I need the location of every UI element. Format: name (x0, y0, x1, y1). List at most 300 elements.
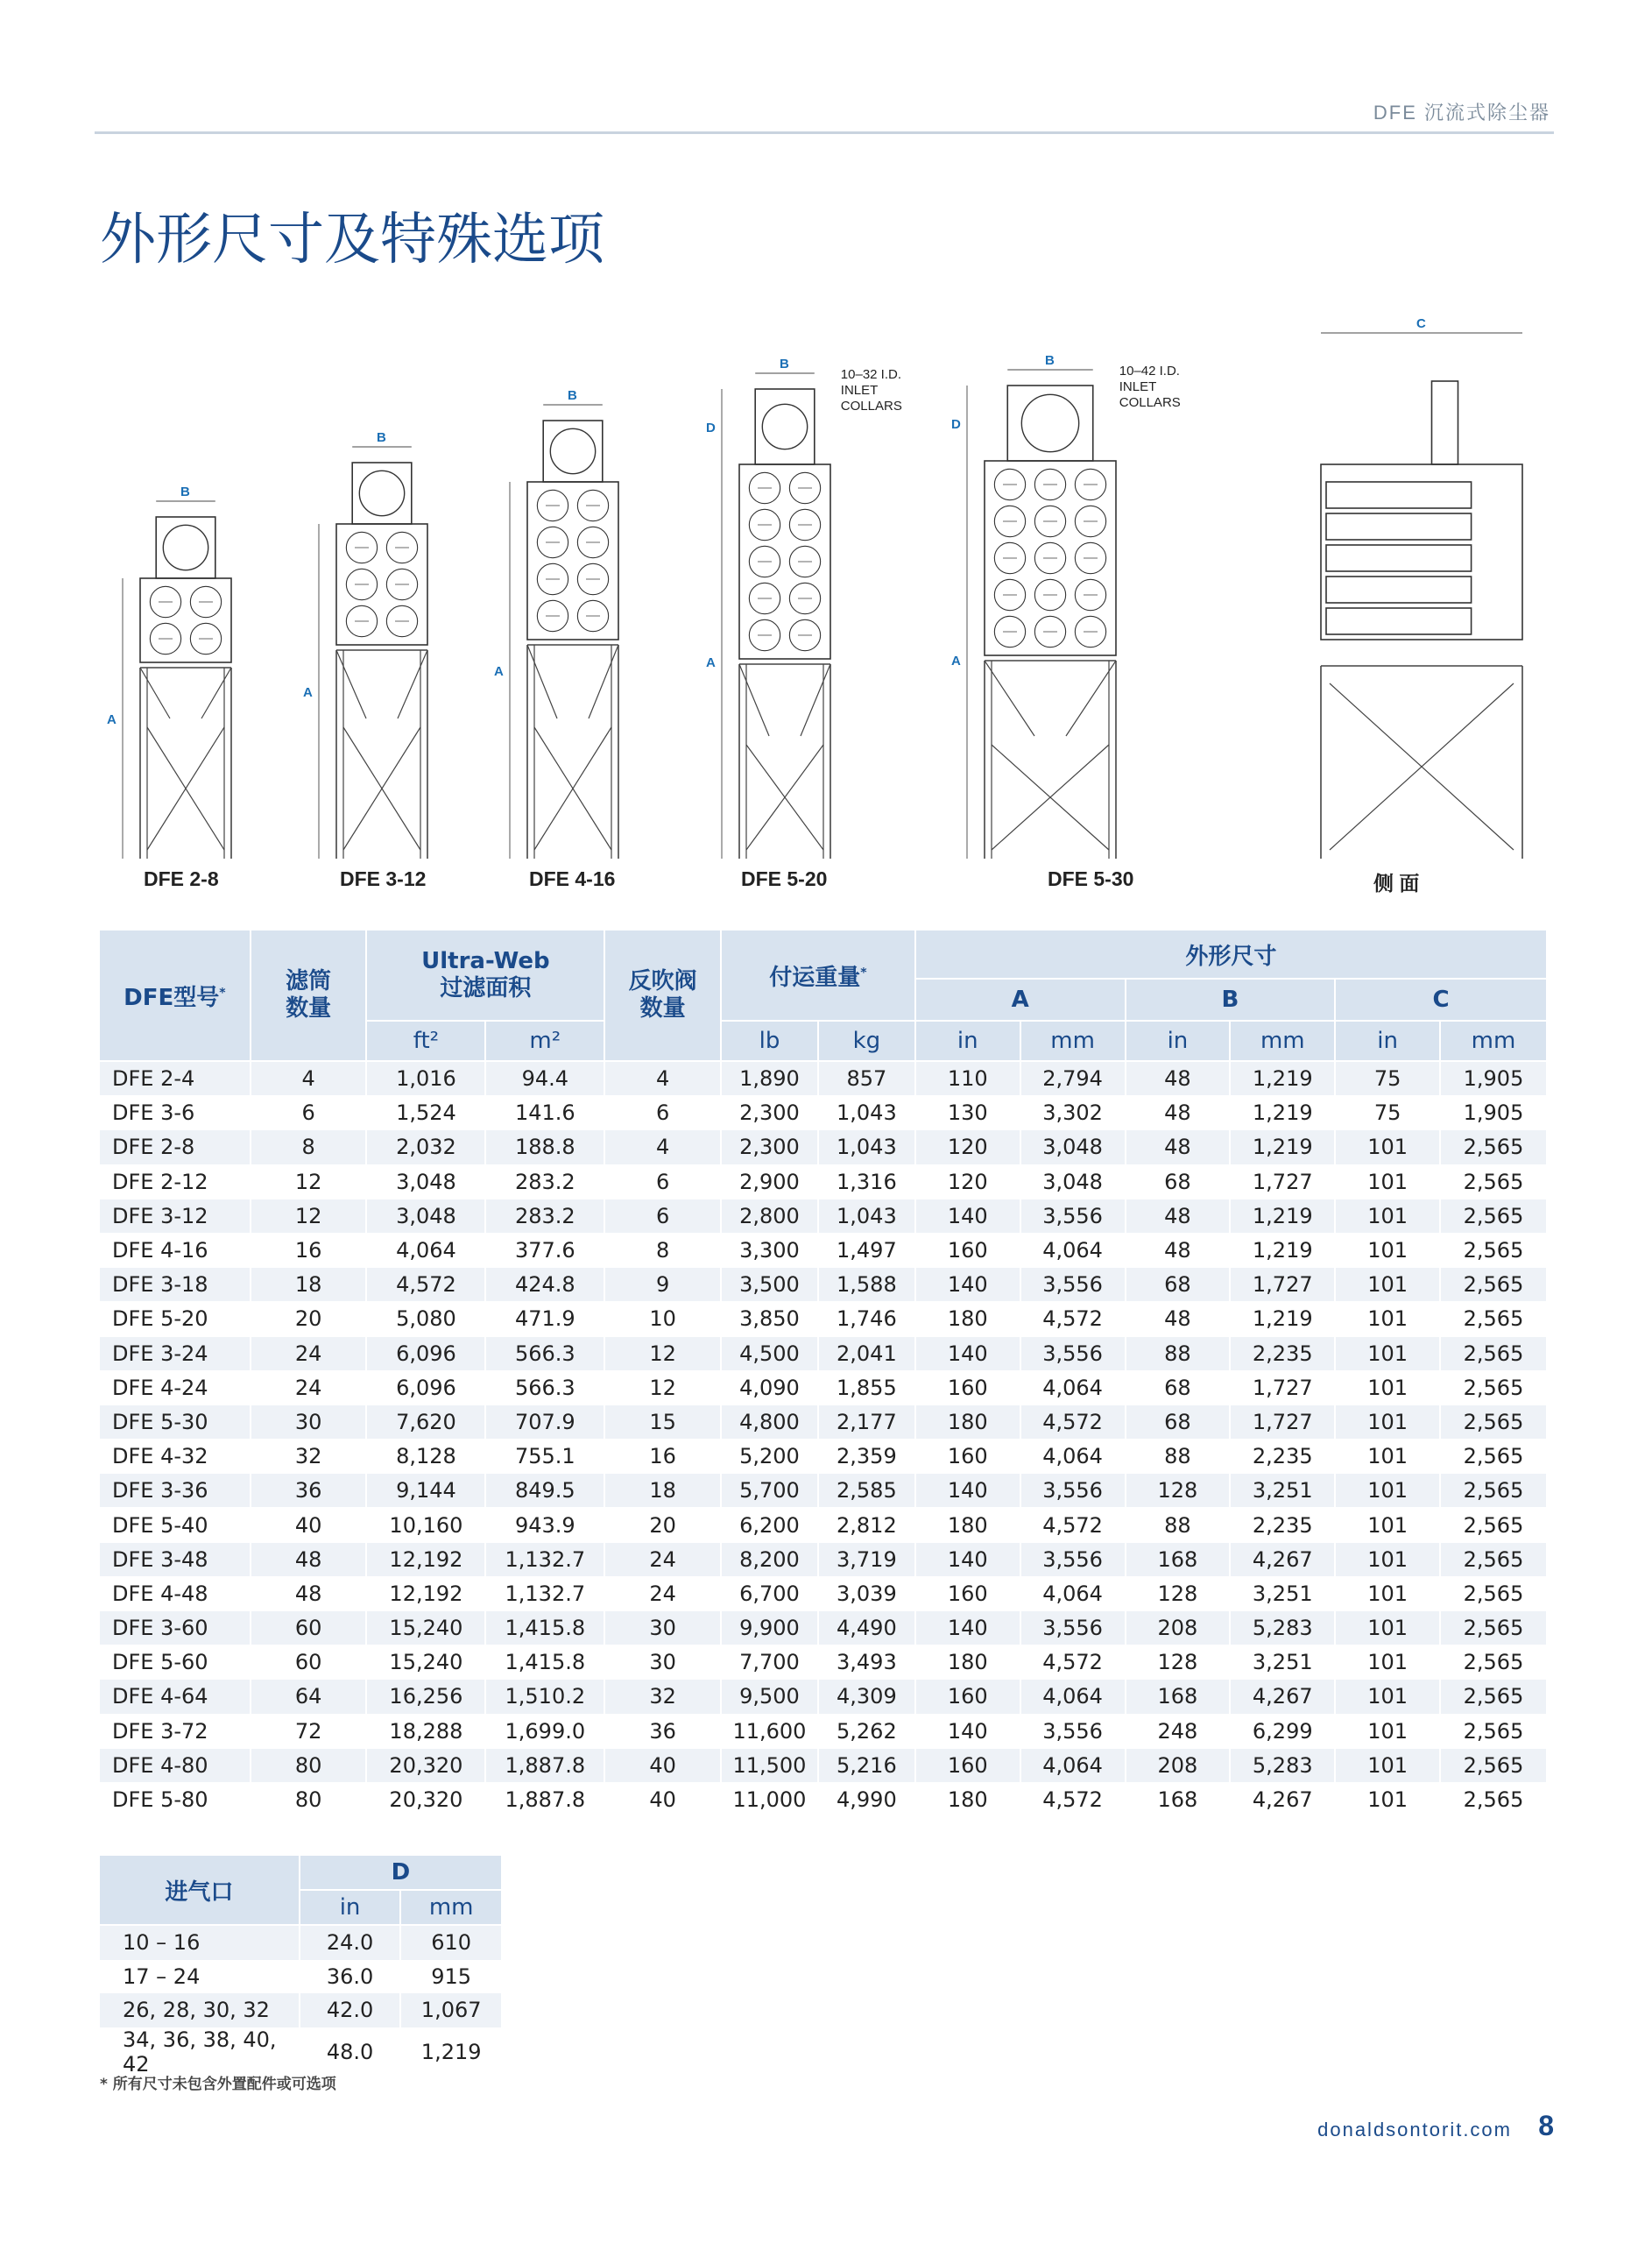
table-cell: DFE 2-4 (99, 1061, 251, 1096)
table-cell: DFE 3-72 (99, 1714, 251, 1748)
drawing-line (589, 645, 618, 718)
drawing-outline (140, 578, 231, 662)
table-row (99, 1508, 1547, 1542)
table-cell: 24 (604, 1542, 721, 1576)
table-cell: 9 (604, 1268, 721, 1302)
dimension-letter: COLLARS (1119, 395, 1181, 410)
table-cell: 180 (915, 1508, 1020, 1542)
table-cell: 1,746 (818, 1302, 915, 1336)
table-cell: 20 (251, 1302, 367, 1336)
table-cell: DFE 3-6 (99, 1096, 251, 1130)
drawing-outline (336, 524, 427, 645)
table-cell: 17 – 24 (99, 1960, 300, 1994)
table-cell: 30 (604, 1645, 721, 1680)
table-cell: 40 (604, 1748, 721, 1782)
table-cell: 2,565 (1440, 1576, 1547, 1610)
drawing-outline (352, 463, 412, 524)
table-cell: DFE 3-60 (99, 1611, 251, 1645)
table-cell: 94.4 (485, 1061, 604, 1096)
table-cell: 1,219 (1230, 1233, 1335, 1267)
table-cell: 5,262 (818, 1714, 915, 1748)
drawing-line (398, 650, 427, 718)
table-cell: 101 (1335, 1164, 1440, 1199)
table-cell: 4 (604, 1061, 721, 1096)
table-cell: 283.2 (485, 1164, 604, 1199)
header-dim-c: C (1335, 979, 1547, 1021)
table-cell: 26, 28, 30, 32 (99, 1993, 300, 2027)
table-cell: DFE 5-80 (99, 1782, 251, 1816)
table-cell: 1,132.7 (485, 1576, 604, 1610)
table-cell: 566.3 (485, 1336, 604, 1370)
table-cell: 48 (1126, 1302, 1231, 1336)
page-number: 8 (1538, 2110, 1554, 2141)
drawing-outline (543, 421, 603, 482)
table-cell: 1,067 (400, 1993, 502, 2027)
table-cell: 1,219 (1230, 1061, 1335, 1096)
table-row (99, 2027, 502, 2077)
table-row (99, 1233, 1547, 1267)
table-cell: 3,556 (1020, 1474, 1126, 1508)
drawing-outline (1326, 482, 1472, 508)
table-cell: 1,497 (818, 1233, 915, 1267)
table-cell: DFE 4-16 (99, 1233, 251, 1267)
table-cell: 6,299 (1230, 1714, 1335, 1748)
table-cell: 68 (1126, 1268, 1231, 1302)
table-cell: 48 (251, 1576, 367, 1610)
table-cell: 2,565 (1440, 1782, 1547, 1816)
table-cell: 11,500 (721, 1748, 818, 1782)
table-cell: 8,128 (366, 1440, 485, 1474)
table-cell: 48 (1126, 1233, 1231, 1267)
table-cell: 88 (1126, 1336, 1231, 1370)
table-cell: 11,000 (721, 1782, 818, 1816)
table-cell: 12 (604, 1370, 721, 1405)
table-cell: 5,283 (1230, 1611, 1335, 1645)
table-cell: 16,256 (366, 1680, 485, 1714)
table-cell: 3,039 (818, 1576, 915, 1610)
table-cell: 88 (1126, 1440, 1231, 1474)
table-cell: 140 (915, 1714, 1020, 1748)
table-row (99, 1268, 1547, 1302)
table-cell: 18 (604, 1474, 721, 1508)
table-cell: 24 (251, 1336, 367, 1370)
table-cell: 1,890 (721, 1061, 818, 1096)
table-cell: DFE 5-20 (99, 1302, 251, 1336)
table-cell: 2,565 (1440, 1268, 1547, 1302)
table-cell: 141.6 (485, 1096, 604, 1130)
table-cell: 2,235 (1230, 1440, 1335, 1474)
table-row (99, 1993, 502, 2027)
drawing-outline (755, 389, 815, 464)
table-cell: 4,572 (1020, 1405, 1126, 1439)
drawing-label-dfe-5-30: DFE 5-30 (1048, 867, 1134, 890)
table-cell: 4,064 (1020, 1370, 1126, 1405)
table-cell: 2,565 (1440, 1440, 1547, 1474)
header-weight: 付运重量* (721, 930, 915, 1021)
table-cell: 128 (1126, 1645, 1231, 1680)
footer-url[interactable]: donaldsontorit.com (1317, 2119, 1512, 2140)
table-cell: 1,727 (1230, 1370, 1335, 1405)
table-row (99, 1336, 1547, 1370)
table-cell: 101 (1335, 1370, 1440, 1405)
header-kg: kg (818, 1021, 915, 1061)
table-cell: 64 (251, 1680, 367, 1714)
table-cell: 180 (915, 1302, 1020, 1336)
table-cell: DFE 4-24 (99, 1370, 251, 1405)
dimension-letter: A (303, 685, 313, 700)
table-cell: 915 (400, 1960, 502, 1994)
table-cell: 30 (604, 1611, 721, 1645)
table-cell: 6 (604, 1164, 721, 1199)
drawing-outline (1326, 608, 1472, 634)
table-cell: 1,905 (1440, 1096, 1547, 1130)
table-cell: 8,200 (721, 1542, 818, 1576)
table-cell: 160 (915, 1680, 1020, 1714)
dimension-letter: A (107, 712, 116, 727)
table-cell: 1,588 (818, 1268, 915, 1302)
table-cell: 6 (604, 1199, 721, 1233)
table-cell: 101 (1335, 1576, 1440, 1610)
table-cell: 1,043 (818, 1199, 915, 1233)
table-cell: 101 (1335, 1748, 1440, 1782)
drawing-outline (1321, 464, 1522, 640)
table-cell: 101 (1335, 1336, 1440, 1370)
table-cell: 101 (1335, 1474, 1440, 1508)
table-cell: 4,267 (1230, 1680, 1335, 1714)
table-row (99, 1782, 1547, 1816)
table-cell: 101 (1335, 1542, 1440, 1576)
table-cell: 180 (915, 1405, 1020, 1439)
table-cell: 75 (1335, 1061, 1440, 1096)
table-cell: DFE 3-36 (99, 1474, 251, 1508)
table-cell: 1,415.8 (485, 1611, 604, 1645)
table-cell: 140 (915, 1336, 1020, 1370)
table-cell: 1,043 (818, 1130, 915, 1164)
table-cell: 1,699.0 (485, 1714, 604, 1748)
table-cell: 3,251 (1230, 1576, 1335, 1610)
table-row (99, 1611, 1547, 1645)
table-cell: 24 (604, 1576, 721, 1610)
table-row (99, 1164, 1547, 1199)
table-cell: 3,251 (1230, 1645, 1335, 1680)
table-row (99, 1302, 1547, 1336)
table-cell: 2,565 (1440, 1370, 1547, 1405)
table-cell: 18,288 (366, 1714, 485, 1748)
table-cell: 7,700 (721, 1645, 818, 1680)
table-cell: 5,283 (1230, 1748, 1335, 1782)
table-cell: 110 (915, 1061, 1020, 1096)
table-cell: 9,900 (721, 1611, 818, 1645)
table-cell: 2,585 (818, 1474, 915, 1508)
table-cell: 566.3 (485, 1370, 604, 1405)
table-cell: 610 (400, 1925, 502, 1960)
table-cell: DFE 4-48 (99, 1576, 251, 1610)
table-cell: 101 (1335, 1611, 1440, 1645)
dimension-letter: A (951, 654, 961, 669)
table-cell: 4,267 (1230, 1782, 1335, 1816)
table-cell: 2,800 (721, 1199, 818, 1233)
table-cell: 4,309 (818, 1680, 915, 1714)
table-cell: 5,080 (366, 1302, 485, 1336)
drawing-label-dfe-3-12: DFE 3-12 (340, 867, 427, 890)
table-cell: 8 (604, 1233, 721, 1267)
table-cell: 168 (1126, 1782, 1231, 1816)
table-cell: 1,727 (1230, 1164, 1335, 1199)
page-title: 外形尺寸及特殊选项 (100, 208, 604, 272)
table-cell: 12 (251, 1199, 367, 1233)
table-cell: 32 (251, 1440, 367, 1474)
table-cell: 4,990 (818, 1782, 915, 1816)
table-cell: 3,556 (1020, 1336, 1126, 1370)
table-cell: 283.2 (485, 1199, 604, 1233)
table-cell: 2,177 (818, 1405, 915, 1439)
table-cell: 68 (1126, 1405, 1231, 1439)
header-pulse-valves: 反吹阀 数量 (604, 930, 721, 1061)
drawing-line (201, 668, 231, 718)
drawing-line (801, 664, 830, 736)
footnote: * 所有尺寸未包含外置配件或可选项 (100, 2076, 336, 2093)
table-cell: 4,572 (1020, 1782, 1126, 1816)
table-cell: 88 (1126, 1508, 1231, 1542)
table-cell: 101 (1335, 1268, 1440, 1302)
table-cell: 943.9 (485, 1508, 604, 1542)
table-cell: DFE 5-40 (99, 1508, 251, 1542)
table-cell: 12,192 (366, 1542, 485, 1576)
table-cell: 32 (604, 1680, 721, 1714)
table-cell: 16 (604, 1440, 721, 1474)
table-cell: 48 (1126, 1130, 1231, 1164)
table-row (99, 1474, 1547, 1508)
table-cell: 857 (818, 1061, 915, 1096)
table-cell: 12 (604, 1336, 721, 1370)
header-divider (95, 131, 1554, 134)
table-cell: 2,565 (1440, 1680, 1547, 1714)
table-cell: 849.5 (485, 1474, 604, 1508)
table-cell: 40 (604, 1782, 721, 1816)
table-cell: 3,719 (818, 1542, 915, 1576)
table-cell: 101 (1335, 1508, 1440, 1542)
table-cell: 10 – 16 (99, 1925, 300, 1960)
header-cartridges: 滤筒 数量 (251, 930, 367, 1061)
dimension-letter: 10–32 I.D. (840, 367, 902, 382)
table-cell: 1,219 (400, 2027, 502, 2077)
drawing-line (140, 668, 170, 718)
table-cell: 48 (1126, 1096, 1231, 1130)
drawing-outline (739, 464, 830, 659)
dimension-letter: B (377, 430, 386, 445)
table-cell: 48 (1126, 1199, 1231, 1233)
table-cell: 4,064 (366, 1233, 485, 1267)
header-dimensions: 外形尺寸 (915, 930, 1547, 979)
table-cell: 2,812 (818, 1508, 915, 1542)
dimension-letter: A (706, 655, 716, 670)
table-cell: 80 (251, 1782, 367, 1816)
table-cell: 3,048 (1020, 1130, 1126, 1164)
table-cell: 140 (915, 1542, 1020, 1576)
running-header: DFE 沉流式除尘器 (1373, 102, 1550, 124)
drawing-label-side-view: 侧 面 (1373, 872, 1420, 895)
table-cell: 80 (251, 1748, 367, 1782)
table-cell: 3,556 (1020, 1199, 1126, 1233)
table-cell: 6,200 (721, 1508, 818, 1542)
table-cell: 140 (915, 1199, 1020, 1233)
table-cell: 75 (1335, 1096, 1440, 1130)
table-cell: 48 (1126, 1061, 1231, 1096)
table-cell: 140 (915, 1474, 1020, 1508)
drawing-outline (1326, 545, 1472, 571)
table-cell: 36 (251, 1474, 367, 1508)
table-cell: 18 (251, 1268, 367, 1302)
table-cell: 3,493 (818, 1645, 915, 1680)
table-cell: 1,415.8 (485, 1645, 604, 1680)
header-a-mm: mm (1020, 1021, 1126, 1061)
dimension-letter: D (706, 421, 716, 435)
table-row (99, 1440, 1547, 1474)
table-cell: 1,016 (366, 1061, 485, 1096)
table-row (99, 1576, 1547, 1610)
table-cell: 2,235 (1230, 1336, 1335, 1370)
table-cell: 3,302 (1020, 1096, 1126, 1130)
table-cell: 160 (915, 1576, 1020, 1610)
table-cell: 42.0 (300, 1993, 401, 2027)
specification-table (98, 929, 1548, 1817)
table-cell: 6,096 (366, 1336, 485, 1370)
table-cell: 180 (915, 1782, 1020, 1816)
dimension-letter: B (180, 485, 190, 499)
table-cell: 20 (604, 1508, 721, 1542)
table-row (99, 1645, 1547, 1680)
table-cell: 1,132.7 (485, 1542, 604, 1576)
table-cell: DFE 4-80 (99, 1748, 251, 1782)
table-cell: 6,096 (366, 1370, 485, 1405)
table-cell: 11,600 (721, 1714, 818, 1748)
table-cell: 2,565 (1440, 1714, 1547, 1748)
table-cell: 10,160 (366, 1508, 485, 1542)
table-cell: 36 (604, 1714, 721, 1748)
table-row (99, 1061, 1547, 1096)
inlet-circle (359, 471, 404, 515)
table-cell: 101 (1335, 1645, 1440, 1680)
table-cell: 3,556 (1020, 1611, 1126, 1645)
table-cell: 24.0 (300, 1925, 401, 1960)
table-cell: 3,556 (1020, 1542, 1126, 1576)
table-cell: 4 (604, 1130, 721, 1164)
table-cell: 4,500 (721, 1336, 818, 1370)
table-cell: 2,041 (818, 1336, 915, 1370)
table-cell: 101 (1335, 1680, 1440, 1714)
table-cell: 208 (1126, 1611, 1231, 1645)
table-cell: 6 (604, 1096, 721, 1130)
table-cell: 2,565 (1440, 1474, 1547, 1508)
table-cell: 48.0 (300, 2027, 401, 2077)
table-cell: 1,727 (1230, 1268, 1335, 1302)
table-cell: 2,565 (1440, 1199, 1547, 1233)
table-cell: 101 (1335, 1199, 1440, 1233)
table-cell: 101 (1335, 1302, 1440, 1336)
drawing-line (739, 664, 769, 736)
drawing-outline (1326, 513, 1472, 540)
drawing-outline (1007, 386, 1093, 461)
header-a-in: in (915, 1021, 1020, 1061)
table-cell: 2,300 (721, 1130, 818, 1164)
table-cell: DFE 4-32 (99, 1440, 251, 1474)
table-cell: 2,565 (1440, 1302, 1547, 1336)
table-cell: 24 (251, 1370, 367, 1405)
header-dim-b: B (1126, 979, 1336, 1021)
drawing-label-dfe-4-16: DFE 4-16 (529, 867, 616, 890)
table-cell: 755.1 (485, 1440, 604, 1474)
table-cell: 1,043 (818, 1096, 915, 1130)
table-cell: 6,700 (721, 1576, 818, 1610)
table-cell: 4,064 (1020, 1440, 1126, 1474)
table-cell: 2,565 (1440, 1164, 1547, 1199)
table-cell: 1,510.2 (485, 1680, 604, 1714)
dimension-letter: D (951, 417, 961, 432)
table-cell: 377.6 (485, 1233, 604, 1267)
header-d: D (300, 1855, 502, 1890)
table-cell: 3,556 (1020, 1714, 1126, 1748)
table-cell: 9,144 (366, 1474, 485, 1508)
dimension-letter: C (1416, 316, 1426, 331)
table-cell: 60 (251, 1611, 367, 1645)
table-cell: 1,219 (1230, 1130, 1335, 1164)
table-cell: 9,500 (721, 1680, 818, 1714)
table-cell: 8 (251, 1130, 367, 1164)
table-cell: 3,850 (721, 1302, 818, 1336)
table-cell: 36.0 (300, 1960, 401, 1994)
drawing-outline (1326, 577, 1472, 603)
table-row (99, 1130, 1547, 1164)
table-cell: 10 (604, 1302, 721, 1336)
drawing-outline (1432, 381, 1458, 464)
table-cell: 2,565 (1440, 1508, 1547, 1542)
table-cell: 2,794 (1020, 1061, 1126, 1096)
table-cell: DFE 3-12 (99, 1199, 251, 1233)
table-cell: DFE 5-30 (99, 1405, 251, 1439)
drawing-outline (156, 517, 215, 578)
dimension-drawings (95, 315, 1554, 911)
table-cell: 4,490 (818, 1611, 915, 1645)
table-cell: 101 (1335, 1440, 1440, 1474)
dimension-letter: INLET (1119, 379, 1157, 394)
table-cell: 6 (251, 1096, 367, 1130)
table-cell: 2,565 (1440, 1645, 1547, 1680)
table-cell: 3,300 (721, 1233, 818, 1267)
table-cell: 1,524 (366, 1096, 485, 1130)
table-cell: 3,251 (1230, 1474, 1335, 1508)
table-cell: 2,565 (1440, 1233, 1547, 1267)
dimension-letter: A (494, 664, 504, 679)
table-cell: 2,359 (818, 1440, 915, 1474)
table-cell: 2,032 (366, 1130, 485, 1164)
inlet-circle (550, 428, 595, 473)
table-row (99, 1405, 1547, 1439)
drawing-line (336, 650, 366, 718)
inlet-circle (1021, 394, 1078, 451)
table-row (99, 1680, 1547, 1714)
table-cell: DFE 3-24 (99, 1336, 251, 1370)
table-cell: 120 (915, 1164, 1020, 1199)
table-cell: 4,267 (1230, 1542, 1335, 1576)
header-c-mm: mm (1440, 1021, 1547, 1061)
header-ultraweb: Ultra-Web 过滤面积 (366, 930, 604, 1021)
dimension-letter: COLLARS (840, 399, 902, 414)
table-cell: 68 (1126, 1370, 1231, 1405)
table-cell: 188.8 (485, 1130, 604, 1164)
table-cell: 15 (604, 1405, 721, 1439)
dimension-letter: 10–42 I.D. (1119, 364, 1180, 379)
table-cell: 168 (1126, 1680, 1231, 1714)
